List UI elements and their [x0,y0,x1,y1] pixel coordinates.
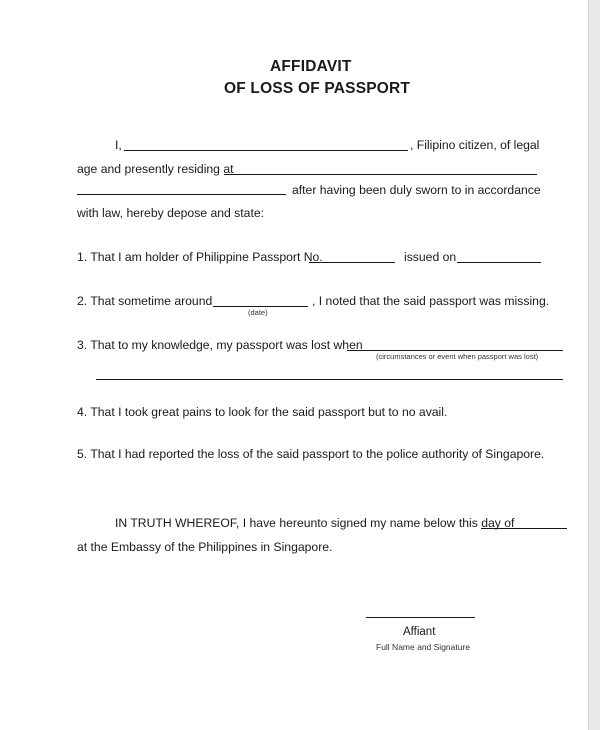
item-2-noted: , I noted that the said passport was missing. [312,294,550,308]
intro-i: I, [115,138,122,152]
intro-depose: with law, hereby depose and state: [77,206,264,220]
issued-date-line [457,262,541,263]
full-name-signature-label: Full Name and Signature [376,642,471,652]
circumstances-line-1 [347,350,563,351]
name-blank-line [124,150,408,151]
circumstances-line-2 [96,379,563,380]
title-affidavit: AFFIDAVIT [270,58,352,75]
address-blank-line-1 [224,174,537,175]
item-4-text: 4. That I took great pains to look for the said passport but to no avail. [77,405,448,419]
intro-citizen: , Filipino citizen, of legal [410,138,540,152]
affiant-label: Affiant [403,626,436,638]
closing-line-2: at the Embassy of the Philippines in Singapore. [77,540,333,554]
missing-date-line [213,306,308,307]
day-of-line [481,528,567,529]
item-1-issued: issued on [404,250,457,264]
date-hint: (date) [248,308,268,317]
signature-line [366,617,475,618]
circumstances-hint: (circumstances or event when passport was lost) [376,352,539,361]
address-blank-line-2 [77,194,286,195]
intro-sworn: after having been duly sworn to in accordance [292,183,541,197]
passport-number-line [309,262,395,263]
item-1-text: 1. That I am holder of Philippine Passport No. [77,250,323,264]
closing-line-1: IN TRUTH WHEREOF, I have hereunto signed my name below this day of [115,516,515,530]
title-loss-of-passport: OF LOSS OF PASSPORT [224,80,411,97]
item-3-text: 3. That to my knowledge, my passport was lost when [77,338,363,352]
item-2-text: 2. That sometime around [77,294,213,308]
intro-age: age and presently residing at [77,162,234,176]
item-5-text: 5. That I had reported the loss of the said passport to the police authority of Singapore. [77,447,545,461]
